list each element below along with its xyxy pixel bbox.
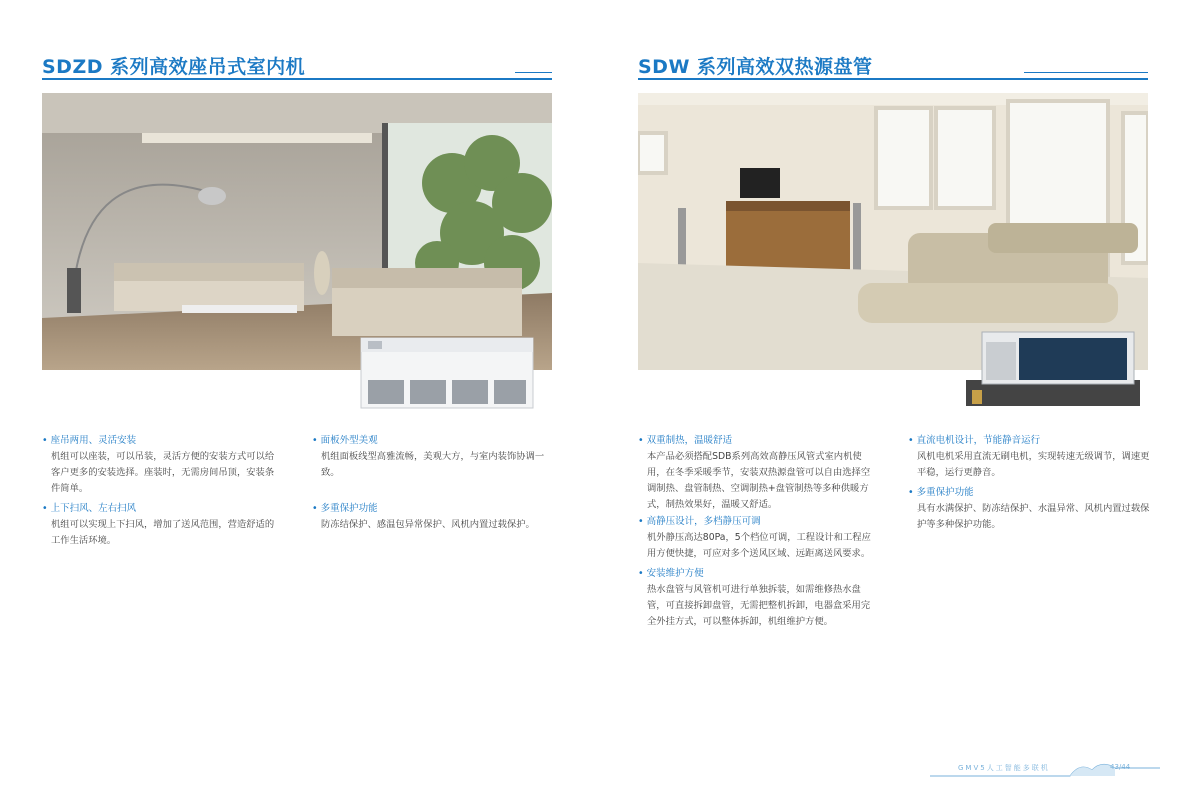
feature-line: 平稳，运行更静音。	[917, 467, 1001, 478]
left-feature-3	[312, 433, 562, 481]
feature-line: 机组面板线型高雅流畅，美观大方，与室内装饰协调一	[321, 451, 545, 462]
feature-line: 用，在冬季采暖季节，安装双热源盘管可以自由选择空	[647, 467, 871, 478]
left-title-underline	[42, 78, 552, 80]
sdw-unit-image	[964, 330, 1142, 408]
right-title: SDW 系列高效双热源盘管	[638, 56, 873, 78]
feature-line: 调制热、盘管制热、空调制热+盘管制热等多种供暖方	[647, 483, 869, 494]
feature-line: 致。	[321, 467, 340, 478]
feature-line: 本产品必须搭配SDB系列高效高静压风管式室内机使	[647, 451, 862, 462]
right-feature-2	[638, 514, 898, 562]
living-room-photo	[42, 93, 552, 370]
left-feature-2	[42, 501, 292, 549]
right-feature-3	[638, 566, 898, 630]
feature-line: 管，可直接拆卸盘管，无需把整机拆卸，电器盒采用完	[647, 600, 871, 611]
feature-heading: • 高静压设计，多档静压可调	[638, 514, 898, 530]
feature-line: 客户更多的安装选择。座装时，无需房间吊顶，安装条	[51, 467, 275, 478]
page-number: 43/44	[1110, 763, 1131, 771]
right-title-underline	[638, 78, 1148, 80]
feature-line: 机组可以座装，可以吊装，灵活方便的安装方式可以给	[51, 451, 275, 462]
right-feature-4	[908, 433, 1168, 481]
left-title-accent	[515, 72, 552, 73]
feature-line: 工作生活环境。	[51, 535, 117, 546]
left-feature-4	[312, 501, 562, 533]
footer-band	[930, 758, 1160, 780]
left-title: SDZD 系列高效座吊式室内机	[42, 56, 306, 78]
family-room-photo	[638, 93, 1148, 370]
feature-line: 机外静压高达80Pa，5个档位可调，工程设计和工程应	[647, 532, 871, 543]
feature-line: 件简单。	[51, 483, 89, 494]
feature-heading: • 上下扫风、左右扫风	[42, 501, 292, 517]
feature-heading: • 直流电机设计，节能静音运行	[908, 433, 1168, 449]
feature-line: 护等多种保护功能。	[917, 519, 1001, 530]
feature-line: 具有水满保护、防冻结保护、水温异常、风机内置过载保	[917, 503, 1150, 514]
feature-line: 防冻结保护、感温包异常保护、风机内置过载保护。	[321, 519, 535, 530]
feature-line: 机组可以实现上下扫风，增加了送风范围，营造舒适的	[51, 519, 275, 530]
feature-line: 式，制热效果好，温暖又舒适。	[647, 499, 778, 510]
right-title-accent	[1024, 72, 1148, 73]
feature-heading: • 面板外型美观	[312, 433, 562, 449]
right-feature-1	[638, 433, 898, 513]
feature-line: 热水盘管与风管机可进行单独拆装，如需维修热水盘	[647, 584, 861, 595]
sdzd-unit-image	[358, 336, 536, 410]
feature-heading: • 多重保护功能	[312, 501, 562, 517]
left-feature-1	[42, 433, 292, 497]
feature-line: 全外挂方式，可以整体拆卸，机组维护方便。	[647, 616, 833, 627]
feature-heading: • 多重保护功能	[908, 485, 1168, 501]
right-feature-5	[908, 485, 1168, 533]
feature-heading: • 双重制热，温暖舒适	[638, 433, 898, 449]
feature-heading: • 安装维护方便	[638, 566, 898, 582]
footer-brand: GMV5人工智能多联机	[958, 764, 1050, 772]
feature-line: 用方便快捷，可应对多个送风区域、远距离送风要求。	[647, 548, 871, 559]
feature-line: 风机电机采用直流无刷电机，实现转速无级调节，调速更	[917, 451, 1150, 462]
feature-heading: • 座吊两用、灵活安装	[42, 433, 292, 449]
